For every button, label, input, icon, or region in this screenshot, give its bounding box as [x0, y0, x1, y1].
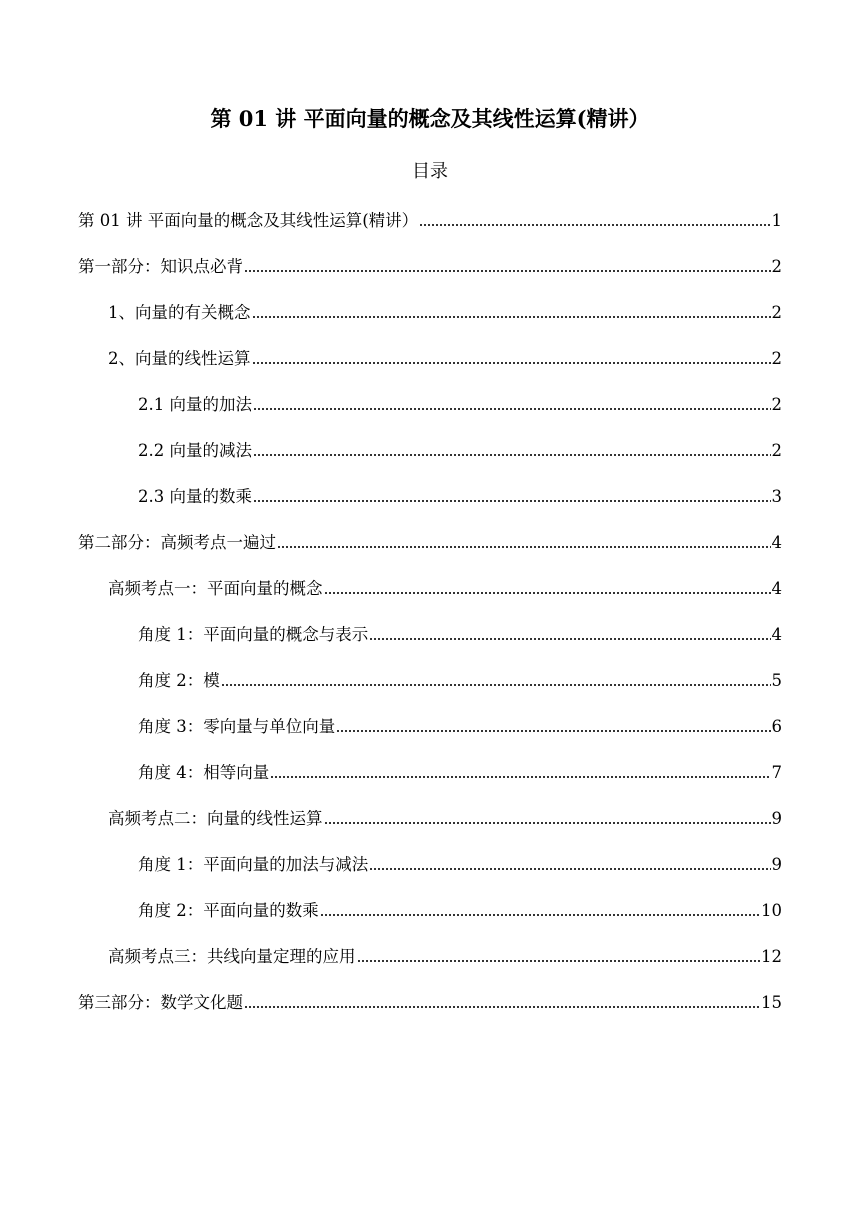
toc-entry-page-number: 2	[771, 303, 782, 322]
toc-entry[interactable]	[0, 849, 860, 895]
toc-entry-page-number: 1	[771, 211, 782, 230]
toc-entry-label: 第一部分：知识点必背	[78, 257, 243, 276]
toc-entry-page-number: 12	[761, 947, 782, 966]
toc-entry-page-number: 4	[771, 579, 782, 598]
toc-entry-label: 高频考点二：向量的线性运算	[108, 809, 323, 828]
toc-entry-page-number: 15	[761, 993, 782, 1012]
toc-entry-page-number: 6	[771, 717, 782, 736]
toc-entry[interactable]	[0, 481, 860, 527]
toc-entry[interactable]	[0, 389, 860, 435]
toc-entry-page-number: 4	[771, 533, 782, 552]
toc-entry-label: 2.1 向量的加法	[138, 395, 252, 414]
toc-entry[interactable]	[0, 987, 860, 1033]
dot-leader	[419, 222, 770, 228]
dot-leader	[336, 728, 770, 734]
dot-leader	[270, 774, 770, 780]
table-of-contents	[0, 205, 860, 1033]
toc-entry-label: 第 01 讲 平面向量的概念及其线性运算(精讲）	[78, 211, 419, 230]
dot-leader	[253, 406, 771, 412]
toc-entry-label: 高频考点一：平面向量的概念	[108, 579, 323, 598]
toc-entry-label: 2.2 向量的减法	[138, 441, 252, 460]
toc-entry-page-number: 9	[771, 809, 782, 828]
toc-entry-label: 2.3 向量的数乘	[138, 487, 252, 506]
toc-entry-label: 角度 1：平面向量的加法与减法	[138, 855, 369, 874]
toc-entry[interactable]	[0, 573, 860, 619]
toc-entry[interactable]	[0, 711, 860, 757]
dot-leader	[244, 1004, 760, 1010]
toc-entry-label: 高频考点三：共线向量定理的应用	[108, 947, 356, 966]
toc-entry[interactable]	[0, 435, 860, 481]
toc-entry-label: 1、向量的有关概念	[108, 303, 251, 322]
toc-heading: 目录	[412, 161, 448, 182]
toc-entry-page-number: 5	[771, 671, 782, 690]
toc-entry[interactable]	[0, 297, 860, 343]
toc-entry-page-number: 2	[771, 395, 782, 414]
document-title: 第 01 讲 平面向量的概念及其线性运算(精讲）	[210, 106, 650, 131]
toc-entry[interactable]	[0, 527, 860, 573]
toc-entry-label: 2、向量的线性运算	[108, 349, 251, 368]
toc-entry[interactable]	[0, 803, 860, 849]
toc-entry-label: 角度 2：平面向量的数乘	[138, 901, 319, 920]
toc-entry-label: 角度 2：模	[138, 671, 220, 690]
toc-entry[interactable]	[0, 757, 860, 803]
dot-leader	[252, 314, 771, 320]
toc-entry-page-number: 3	[771, 487, 782, 506]
dot-leader	[369, 636, 770, 642]
toc-entry-page-number: 2	[771, 349, 782, 368]
toc-entry[interactable]	[0, 205, 860, 251]
dot-leader	[320, 912, 760, 918]
dot-leader	[324, 590, 771, 596]
toc-entry-label: 角度 1：平面向量的概念与表示	[138, 625, 369, 644]
toc-entry-label: 第二部分：高频考点一遍过	[78, 533, 276, 552]
toc-entry[interactable]	[0, 619, 860, 665]
dot-leader	[253, 498, 771, 504]
dot-leader	[244, 268, 771, 274]
toc-entry-label: 角度 3：零向量与单位向量	[138, 717, 336, 736]
toc-entry[interactable]	[0, 941, 860, 987]
toc-entry-page-number: 4	[771, 625, 782, 644]
toc-entry[interactable]	[0, 665, 860, 711]
toc-entry-page-number: 9	[771, 855, 782, 874]
toc-entry[interactable]	[0, 251, 860, 297]
toc-entry-page-number: 7	[771, 763, 782, 782]
dot-leader	[369, 866, 770, 872]
toc-entry-page-number: 10	[761, 901, 782, 920]
toc-entry-page-number: 2	[771, 257, 782, 276]
dot-leader	[221, 682, 771, 688]
toc-entry-label: 角度 4：相等向量	[138, 763, 270, 782]
dot-leader	[324, 820, 771, 826]
toc-entry-page-number: 2	[771, 441, 782, 460]
dot-leader	[277, 544, 771, 550]
dot-leader	[357, 958, 761, 964]
toc-entry[interactable]	[0, 895, 860, 941]
dot-leader	[253, 452, 771, 458]
toc-entry-label: 第三部分：数学文化题	[78, 993, 243, 1012]
dot-leader	[252, 360, 771, 366]
toc-entry[interactable]	[0, 343, 860, 389]
